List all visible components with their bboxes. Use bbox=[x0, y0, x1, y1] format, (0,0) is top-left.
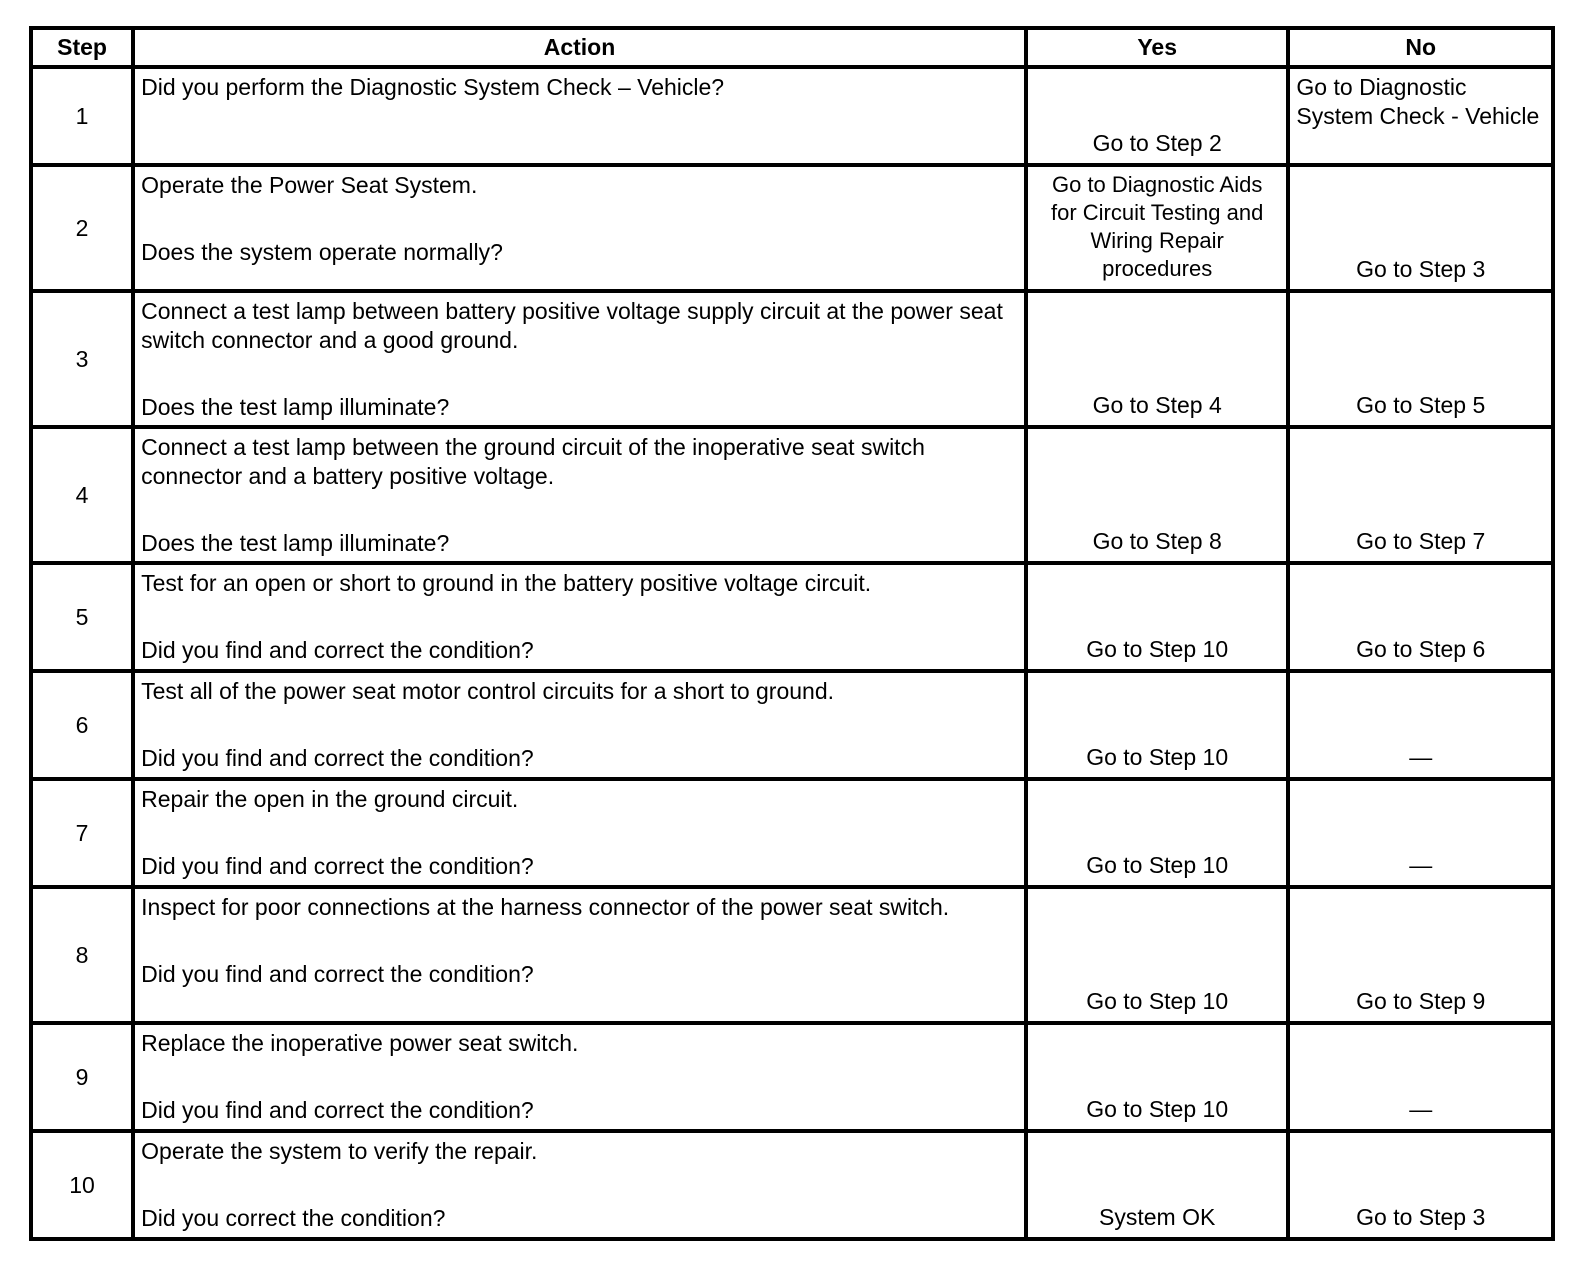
step-number: 4 bbox=[31, 427, 133, 563]
step-number: 2 bbox=[31, 165, 133, 291]
yes-cell: Go to Step 10 bbox=[1026, 1023, 1289, 1131]
no-cell: Go to Step 3 bbox=[1288, 165, 1553, 291]
header-no: No bbox=[1288, 28, 1553, 67]
table-row bbox=[31, 671, 1553, 779]
header-action: Action bbox=[133, 28, 1026, 67]
no-cell: Go to Step 3 bbox=[1288, 1131, 1553, 1239]
yes-cell: Go to Step 4 bbox=[1026, 291, 1289, 427]
yes-cell: Go to Step 10 bbox=[1026, 779, 1289, 887]
yes-cell bbox=[1026, 165, 1289, 291]
action-cell bbox=[133, 779, 1026, 887]
action-text: Inspect for poor connections at the harness connector of the power seat switch. bbox=[141, 894, 950, 920]
action-text: Connect a test lamp between the ground circuit of the inoperative seat switch connector and a battery positive voltage. bbox=[141, 434, 925, 489]
action-cell bbox=[133, 291, 1026, 427]
table-row bbox=[31, 427, 1553, 563]
step-number: 3 bbox=[31, 291, 133, 427]
table-row bbox=[31, 291, 1553, 427]
no-cell: Go to Step 5 bbox=[1288, 291, 1553, 427]
action-text: Test for an open or short to ground in the battery positive voltage circuit. bbox=[141, 570, 872, 596]
step-number: 7 bbox=[31, 779, 133, 887]
action-question: Did you find and correct the condition? bbox=[141, 637, 534, 663]
yes-cell: Go to Step 10 bbox=[1026, 671, 1289, 779]
action-cell bbox=[133, 563, 1026, 671]
action-question: Did you correct the condition? bbox=[141, 1205, 446, 1231]
action-question: Does the test lamp illuminate? bbox=[141, 394, 450, 420]
step-number: 6 bbox=[31, 671, 133, 779]
action-text: Replace the inoperative power seat switch. bbox=[141, 1030, 579, 1056]
yes-cell: Go to Step 8 bbox=[1026, 427, 1289, 563]
action-question: Did you find and correct the condition? bbox=[141, 853, 534, 879]
no-cell: — bbox=[1288, 1023, 1553, 1131]
step-number: 8 bbox=[31, 887, 133, 1023]
header-yes: Yes bbox=[1026, 28, 1289, 67]
action-cell bbox=[133, 887, 1026, 1023]
no-cell: — bbox=[1288, 671, 1553, 779]
table-row bbox=[31, 887, 1553, 1023]
yes-text: Go to Diagnostic Aids for Circuit Testing and Wiring Repair procedures bbox=[1050, 172, 1264, 281]
no-cell: Go to Diagnostic System Check - Vehicle bbox=[1288, 67, 1553, 165]
action-text: Test all of the power seat motor control circuits for a short to ground. bbox=[141, 678, 835, 704]
header-step: Step bbox=[31, 28, 133, 67]
no-cell: Go to Step 9 bbox=[1288, 887, 1553, 1023]
table-row bbox=[31, 1023, 1553, 1131]
yes-cell: Go to Step 2 bbox=[1026, 67, 1289, 165]
action-text: Repair the open in the ground circuit. bbox=[141, 786, 519, 812]
step-number: 9 bbox=[31, 1023, 133, 1131]
action-question: Did you find and correct the condition? bbox=[141, 961, 534, 987]
action-question: Does the system operate normally? bbox=[141, 239, 503, 265]
action-cell bbox=[133, 1131, 1026, 1239]
table-row bbox=[31, 165, 1553, 291]
no-cell: Go to Step 6 bbox=[1288, 563, 1553, 671]
yes-cell: Go to Step 10 bbox=[1026, 887, 1289, 1023]
action-cell bbox=[133, 427, 1026, 563]
action-text: Connect a test lamp between battery positive voltage supply circuit at the power seat switch connector and a good ground. bbox=[141, 298, 1003, 353]
action-text: Did you perform the Diagnostic System Check – Vehicle? bbox=[141, 74, 725, 100]
step-number: 5 bbox=[31, 563, 133, 671]
no-cell: — bbox=[1288, 779, 1553, 887]
header-row bbox=[31, 28, 1553, 67]
step-number: 1 bbox=[31, 67, 133, 165]
no-cell: Go to Step 7 bbox=[1288, 427, 1553, 563]
action-question: Does the test lamp illuminate? bbox=[141, 530, 450, 556]
action-question: Did you find and correct the condition? bbox=[141, 1097, 534, 1123]
table-row bbox=[31, 563, 1553, 671]
action-text: Operate the system to verify the repair. bbox=[141, 1138, 538, 1164]
diagnostic-table bbox=[29, 26, 1555, 1241]
yes-cell: Go to Step 10 bbox=[1026, 563, 1289, 671]
table-row bbox=[31, 779, 1553, 887]
action-cell bbox=[133, 1023, 1026, 1131]
action-cell bbox=[133, 67, 1026, 165]
action-text: Operate the Power Seat System. bbox=[141, 172, 478, 198]
table-row bbox=[31, 67, 1553, 165]
yes-cell: System OK bbox=[1026, 1131, 1289, 1239]
action-question: Did you find and correct the condition? bbox=[141, 745, 534, 771]
table-row bbox=[31, 1131, 1553, 1239]
action-cell bbox=[133, 671, 1026, 779]
action-cell bbox=[133, 165, 1026, 291]
step-number: 10 bbox=[31, 1131, 133, 1239]
